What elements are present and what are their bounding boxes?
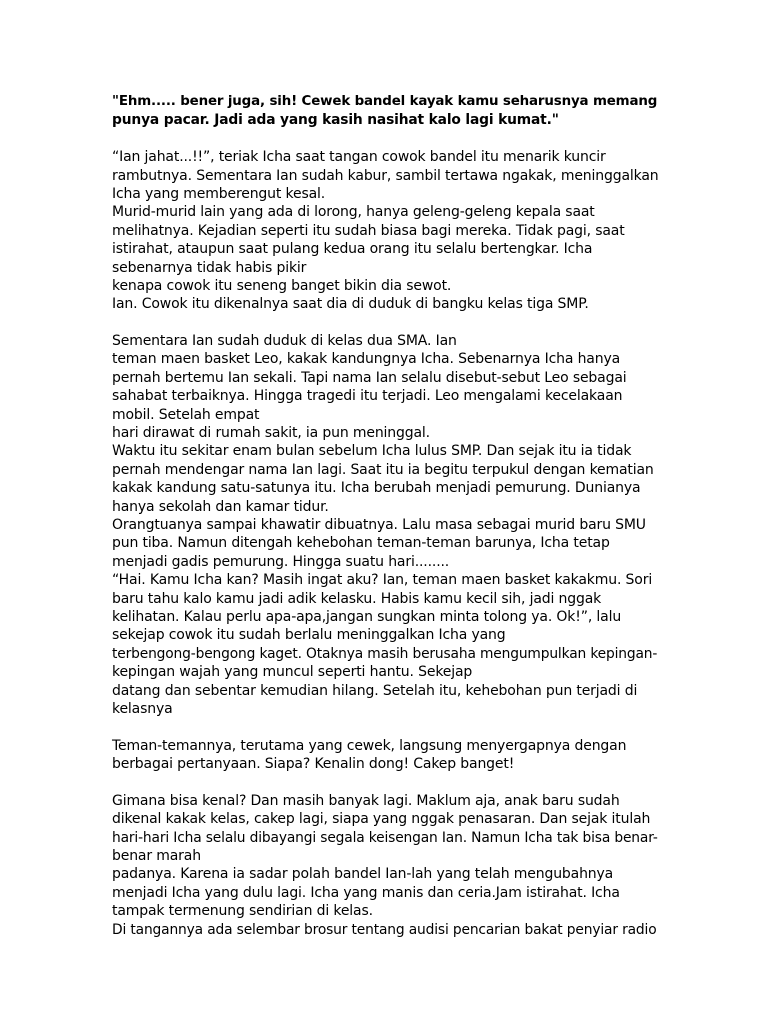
- text-line: menjadi Icha yang dulu lagi. Icha yang manis dan ceria.Jam istirahat. Icha: [112, 884, 620, 901]
- story-text: [112, 93, 660, 939]
- text-line: terbengong-bengong kaget. Otaknya masih berusaha mengumpulkan kepingan-: [112, 645, 658, 662]
- paragraph-gap: [112, 130, 660, 148]
- bold-text-line: punya pacar. Jadi ada yang kasih nasihat kalo lagi kumat.": [112, 112, 559, 129]
- text-line: pernah mendengar nama Ian lagi. Saat itu ia begitu terpukul dengan kematian: [112, 461, 654, 478]
- text-line: hari-hari Icha selalu dibayangi segala keisengan Ian. Namun Icha tak bisa benar-: [112, 829, 658, 846]
- text-line: hanya sekolah dan kamar tidur.: [112, 498, 329, 515]
- text-line: dikenal kakak kelas, cakep lagi, siapa yang nggak penasaran. Dan sejak itulah: [112, 811, 651, 828]
- text-line: Gimana bisa kenal? Dan masih banyak lagi. Maklum aja, anak baru sudah: [112, 792, 620, 809]
- text-line: Ian. Cowok itu dikenalnya saat dia di duduk di bangku kelas tiga SMP.: [112, 296, 589, 313]
- paragraph-gap: [112, 773, 660, 791]
- text-line: sekejap cowok itu sudah berlalu meninggalkan Icha yang: [112, 627, 506, 644]
- paragraph-gap: [112, 314, 660, 332]
- text-line: Sementara Ian sudah duduk di kelas dua SMA. Ian: [112, 333, 457, 350]
- text-line: Orangtuanya sampai khawatir dibuatnya. Lalu masa sebagai murid baru SMU: [112, 516, 646, 533]
- text-line: tampak termenung sendirian di kelas.: [112, 903, 373, 920]
- text-line: berbagai pertanyaan. Siapa? Kenalin dong! Cakep banget!: [112, 756, 515, 773]
- text-line: pun tiba. Namun ditengah kehebohan teman-teman barunya, Icha tetap: [112, 535, 610, 552]
- text-line: “Ian jahat...!!”, teriak Icha saat tangan cowok bandel itu menarik kuncir: [112, 149, 606, 166]
- text-line: Icha yang memberengut kesal.: [112, 185, 326, 202]
- text-line: Di tangannya ada selembar brosur tentang audisi pencarian bakat penyiar radio: [112, 921, 657, 938]
- text-line: baru tahu kalo kamu jadi adik kelasku. Habis kamu kecil sih, jadi nggak: [112, 590, 602, 607]
- text-line: kakak kandung satu-satunya itu. Icha berubah menjadi pemurung. Dunianya: [112, 480, 641, 497]
- text-line: kenapa cowok itu seneng banget bikin dia sewot.: [112, 277, 452, 294]
- text-line: kepingan wajah yang muncul seperti hantu. Sekejap: [112, 664, 473, 681]
- text-line: rambutnya. Sementara Ian sudah kabur, sambil tertawa ngakak, meninggalkan: [112, 167, 659, 184]
- paragraph-gap: [112, 718, 660, 736]
- text-line: sahabat terbaiknya. Hingga tragedi itu terjadi. Leo mengalami kecelakaan: [112, 388, 623, 405]
- text-line: Teman-temannya, terutama yang cewek, langsung menyergapnya dengan: [112, 737, 627, 754]
- text-line: “Hai. Kamu Icha kan? Masih ingat aku? Ian, teman maen basket kakakmu. Sori: [112, 572, 653, 589]
- text-line: pernah bertemu Ian sekali. Tapi nama Ian selalu disebut-sebut Leo sebagai: [112, 369, 627, 386]
- text-line: teman maen basket Leo, kakak kandungnya Icha. Sebenarnya Icha hanya: [112, 351, 621, 368]
- bold-text-line: "Ehm..... bener juga, sih! Cewek bandel kayak kamu seharusnya memang: [112, 94, 658, 109]
- text-line: padanya. Karena ia sadar polah bandel Ian-lah yang telah mengubahnya: [112, 866, 614, 883]
- text-line: menjadi gadis pemurung. Hingga suatu hari........: [112, 553, 450, 570]
- text-line: melihatnya. Kejadian seperti itu sudah biasa bagi mereka. Tidak pagi, saat: [112, 222, 625, 239]
- text-line: kelasnya: [112, 700, 173, 717]
- text-line: benar marah: [112, 848, 201, 865]
- text-line: sebenarnya tidak habis pikir: [112, 259, 307, 276]
- text-line: kelihatan. Kalau perlu apa-apa,jangan sungkan minta tolong ya. Ok!”, lalu: [112, 608, 622, 625]
- text-line: Murid-murid lain yang ada di lorong, hanya geleng-geleng kepala saat: [112, 204, 595, 221]
- text-line: Waktu itu sekitar enam bulan sebelum Icha lulus SMP. Dan sejak itu ia tidak: [112, 443, 632, 460]
- text-line: istirahat, ataupun saat pulang kedua orang itu selalu bertengkar. Icha: [112, 241, 593, 258]
- text-line: datang dan sebentar kemudian hilang. Setelah itu, kehebohan pun terjadi di: [112, 682, 638, 699]
- text-line: hari dirawat di rumah sakit, ia pun meninggal.: [112, 425, 430, 442]
- text-line: mobil. Setelah empat: [112, 406, 260, 423]
